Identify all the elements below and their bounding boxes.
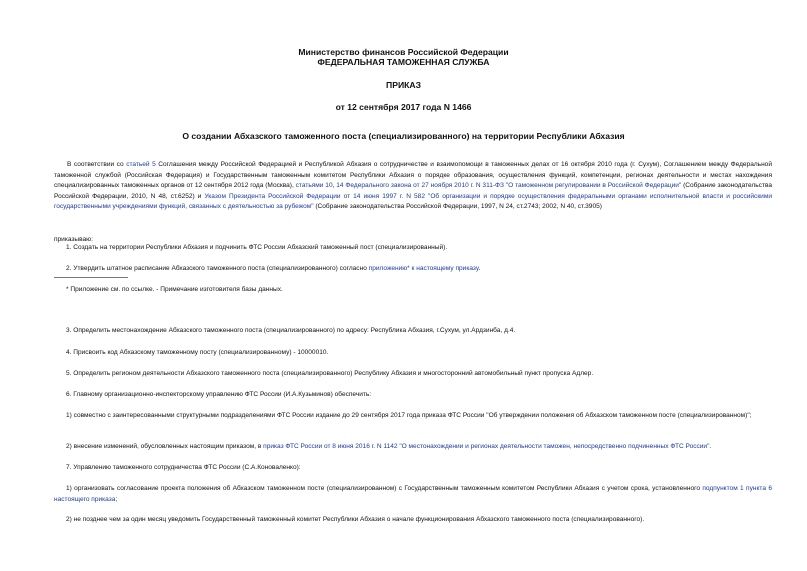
item-7-1-text: ; xyxy=(115,495,118,503)
link-order-1142[interactable]: приказ ФТС России от 8 июня 2016 г. N 1142 "О местонахождении и регионах деятельности таможен, непосредственно подчиненных ФТС России" xyxy=(263,443,710,450)
ministry-name: Министерство финансов Российской Федерации xyxy=(298,47,509,57)
preamble-text: (Собрание законодательства Российской Федерации, 2010, N 48, ст.6252) и xyxy=(54,182,772,200)
item-5: 5. Определить регионом деятельности Абхазского таможенного поста (специализированного) Республику Абхазия и многосторонний автомобильный пункт пропуска Адлер. xyxy=(66,370,594,377)
preamble-paragraph xyxy=(54,160,772,213)
document-title: О создании Абхазского таможенного поста (специализированного) на территории Республики Абхазия xyxy=(182,131,625,141)
item-6-2-text: . xyxy=(709,443,712,450)
item-7: 7. Управлению таможенного сотрудничества ФТС России (С.А.Коноваленко): xyxy=(66,464,301,471)
order-word: приказываю: xyxy=(54,236,93,243)
footnote: * Приложение см. по ссылке. - Примечание изготовителя базы данных. xyxy=(66,286,283,293)
item-6-2 xyxy=(66,442,711,453)
item-2-text: 2. Утвердить штатное расписание Абхазского таможенного поста (специализированного) согласно xyxy=(66,265,369,272)
link-appendix[interactable]: приложению* к настоящему приказу xyxy=(368,265,479,272)
link-federal-law-311[interactable]: 14 Федерального закона от 27 ноября 2010 г. N 311-ФЗ "О таможенном регулировании в Российской Федерации" xyxy=(336,182,682,190)
document-date-number: от 12 сентября 2017 года N 1466 xyxy=(335,102,472,112)
item-6: 6. Главному организационно-инспекторскому управлению ФТС России (И.А.Кузьминов) обеспечить: xyxy=(66,391,372,398)
item-2-text: . xyxy=(478,265,481,272)
preamble-text: Соглашения между Российской Федерацией и Республикой Абхазия о сотрудничестве и взаимопомощи в таможенных делах от 16 октября 2010 года (г. Сухум), Соглашением между Федеральной таможенной службой (Российская Федерация) и Государственным таможенным комитетом Республики Абхазия о порядке образования, осуществления функций, компетенции, регионах деятельности и местах нахождения специализированных таможенных органов от 12 сентября 2012 года (Москва), xyxy=(54,161,772,190)
item-1: 1. Создать на территории Республики Абхазия и подчинить ФТС России Абхазский таможенный пост (специализированный). xyxy=(66,244,448,251)
link-article-5[interactable]: статьей 5 xyxy=(126,161,156,168)
preamble-text: В соответствии со xyxy=(67,161,127,168)
item-3: 3. Определить местонахождение Абхазского таможенного поста (специализированного) по адресу: Республика Абхазия, г.Сухум, ул.Ардзинба, д.4. xyxy=(66,327,516,334)
item-7-2: 2) не позднее чем за один месяц уведомить Государственный таможенный комитет Республики Абхазия о начале функционирования Абхазского таможенного поста (специализированного). xyxy=(66,516,645,523)
footnote-separator xyxy=(54,277,128,278)
service-name: ФЕДЕРАЛЬНАЯ ТАМОЖЕННАЯ СЛУЖБА xyxy=(317,57,490,67)
item-2 xyxy=(66,264,480,275)
item-4: 4. Присвоить код Абхазскому таможенному посту (специализированному) - 10000010. xyxy=(66,349,329,356)
item-7-1 xyxy=(54,484,772,505)
preamble-text: (Собрание законодательства Российской Федерации, 1997, N 24, ст.2743; 2002, N 40, ст.3905) xyxy=(313,203,602,211)
preamble-text: , xyxy=(332,182,337,190)
link-article-10[interactable]: статьями 10 xyxy=(295,182,333,190)
item-6-1: 1) совместно с заинтересованными структурными подразделениями ФТС России издание до 29 сентября 2017 года приказа ФТС России "Об утверждении положения об Абхазском таможенном посте (специализированном)"; xyxy=(66,412,752,419)
link-presidential-decree-582[interactable]: Указом Президента Российской Федерации от 14 июня 1997 г. N 582 "Об организации и порядке осуществления федеральными органами исполнительной власти и российскими государственными учреждениями функций, связанных с деятельностью за рубежом" xyxy=(54,192,772,211)
document-type: ПРИКАЗ xyxy=(386,80,421,90)
link-subitem-1-item-6[interactable]: подпунктом 1 пункта 6 настоящего приказа xyxy=(54,485,772,503)
item-7-1-text: 1) организовать согласование проекта положения об Абхазском таможенном посте (специализированном) с Государственным таможенным комитетом Республики Абхазия с учетом срока, установленного xyxy=(66,485,703,492)
item-6-2-text: 2) внесение изменений, обусловленных настоящим приказом, в xyxy=(66,443,264,450)
